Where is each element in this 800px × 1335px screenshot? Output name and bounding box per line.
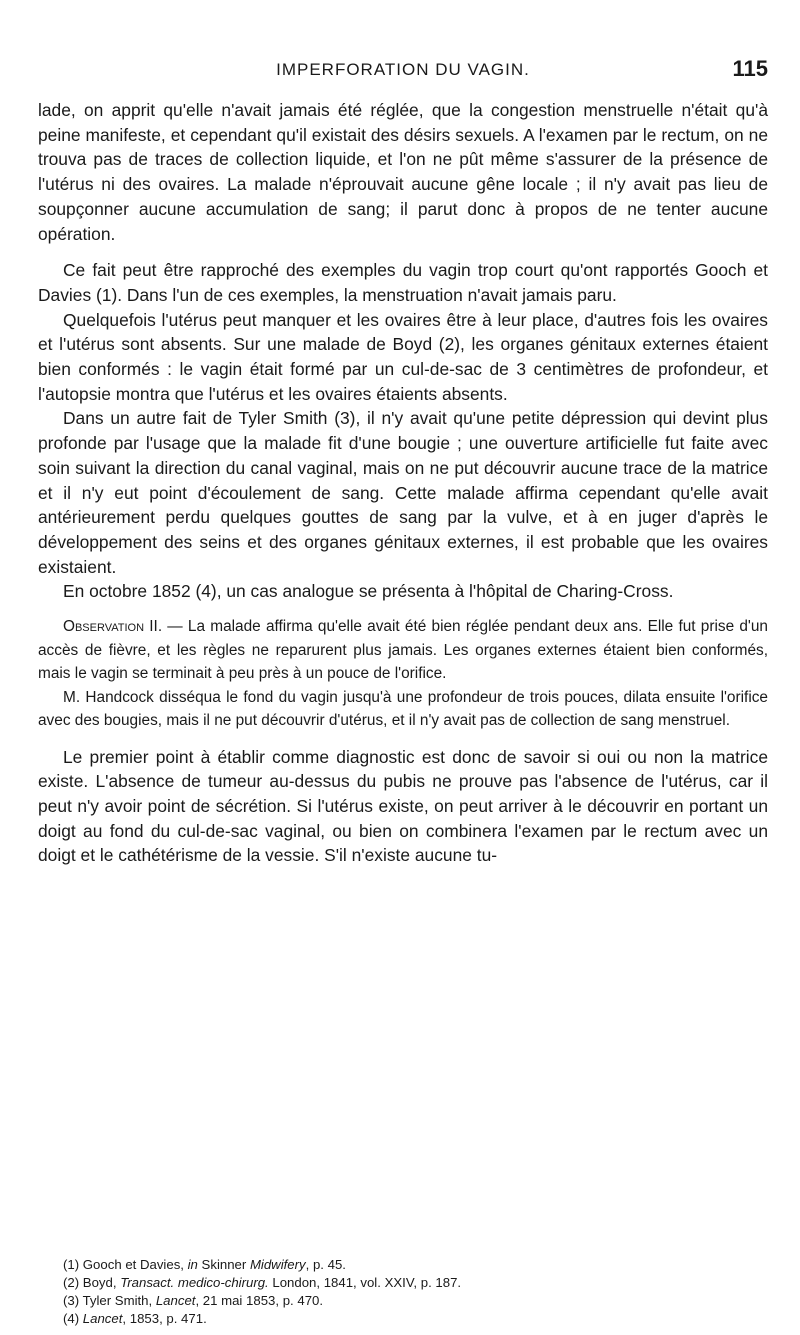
paragraph-diagnostic: Le premier point à établir comme diagnostic est donc de savoir si oui ou non la matrice existe. L'absence de tumeur au-dessus du pubis ne prouve pas l'absence de l'utérus, car il peut n'y avoir point de sécrétion. Si l'utérus existe, on peut arriver à le découvrir en portant un doigt au fond du cul-de-sac vaginal, ou bien on combinera l'examen par le rectum avec un doigt et le cathétérisme de la vessie. S'il n'existe aucune tu- xyxy=(38,746,768,866)
running-title: IMPERFORATION DU VAGIN. xyxy=(276,60,530,79)
paragraph-charing-cross: En octobre 1852 (4), un cas analogue se présenta à l'hôpital de Charing-Cross. xyxy=(63,581,674,602)
observation-block-2: M. Handcock disséqua le fond du vagin jusqu'à une profondeur de trois pouces, dilata ensuite l'orifice avec des bougies, mais il ne put découvrir d'utérus, et il n'y avait pas de collection de sang menstruel. xyxy=(38,688,768,730)
footnote: (1) Gooch et Davies, in Skinner Midwifery, p. 45. xyxy=(63,1257,346,1272)
page-number: 115 xyxy=(732,56,768,81)
observation-dash: — xyxy=(162,618,188,636)
paragraph-tyler-smith: Dans un autre fait de Tyler Smith (3), il n'y avait qu'une petite dépression qui devint plus profonde par l'usage que la malade fit d'une bougie ; une ouverture artificielle fut faite avec soin suivant la direction du canal vaginal, mais on ne put découvrir aucune trace de la matrice et il n'y eut point d'écoulement de sang. Cette malade affirma cependant qu'elle avait antérieurement perdu quelques gouttes de sang par la vulve, et à en juger d'après le développement des seins et des organes génitaux externes, il est probable que les ovaires existaient. xyxy=(38,408,768,577)
paragraph-continued: lade, on apprit qu'elle n'avait jamais été réglée, que la congestion menstruelle n'était qu'à peine manifeste, et cependant qu'il existait des désirs sexuels. A l'examen par le rectum, on ne trouva pas de traces de collection liquide, et l'on ne pût même s'assurer de la présence de l'utérus ni des ovaires. La malade n'éprouvait aucune gêne locale ; il n'y avait pas lieu de soupçonner aucune accumulation de sang; il parut donc à propos de ne tenter aucune opération. xyxy=(38,100,768,244)
footnotes xyxy=(63,1256,763,1328)
page-body xyxy=(38,98,768,868)
observation-label: Observation II. xyxy=(63,618,163,636)
paragraph-gooch-davies: Ce fait peut être rapproché des exemples du vagin trop court qu'ont rapportés Gooch et Davies (1). Dans l'un de ces exemples, la menstruation n'avait jamais paru. xyxy=(38,260,768,305)
page-header xyxy=(38,56,768,92)
footnote: (2) Boyd, Transact. medico-chirurg. London, 1841, vol. XXIV, p. 187. xyxy=(63,1275,462,1290)
observation-text: La malade affirma qu'elle avait été bien réglée pendant deux ans. Elle fut prise d'un accès de fièvre, et les règles ne reparurent plus jamais. Les organes externes étaient bien conformés, mais le vagin se terminait à peu près à un pouce de l'orifice. xyxy=(38,618,768,683)
footnote: (4) Lancet, 1853, p. 471. xyxy=(63,1311,207,1326)
paragraph-boyd: Quelquefois l'utérus peut manquer et les ovaires être à leur place, d'autres fois les ovaires et l'utérus sont absents. Sur une malade de Boyd (2), les organes génitaux externes étaient bien conformés : le vagin était formé par un cul-de-sac de 3 centimètres de profondeur, et l'autopsie montra que l'utérus et les ovaires étaients absents. xyxy=(38,309,768,404)
observation-block xyxy=(38,615,768,686)
footnote: (3) Tyler Smith, Lancet, 21 mai 1853, p. 470. xyxy=(63,1293,324,1308)
